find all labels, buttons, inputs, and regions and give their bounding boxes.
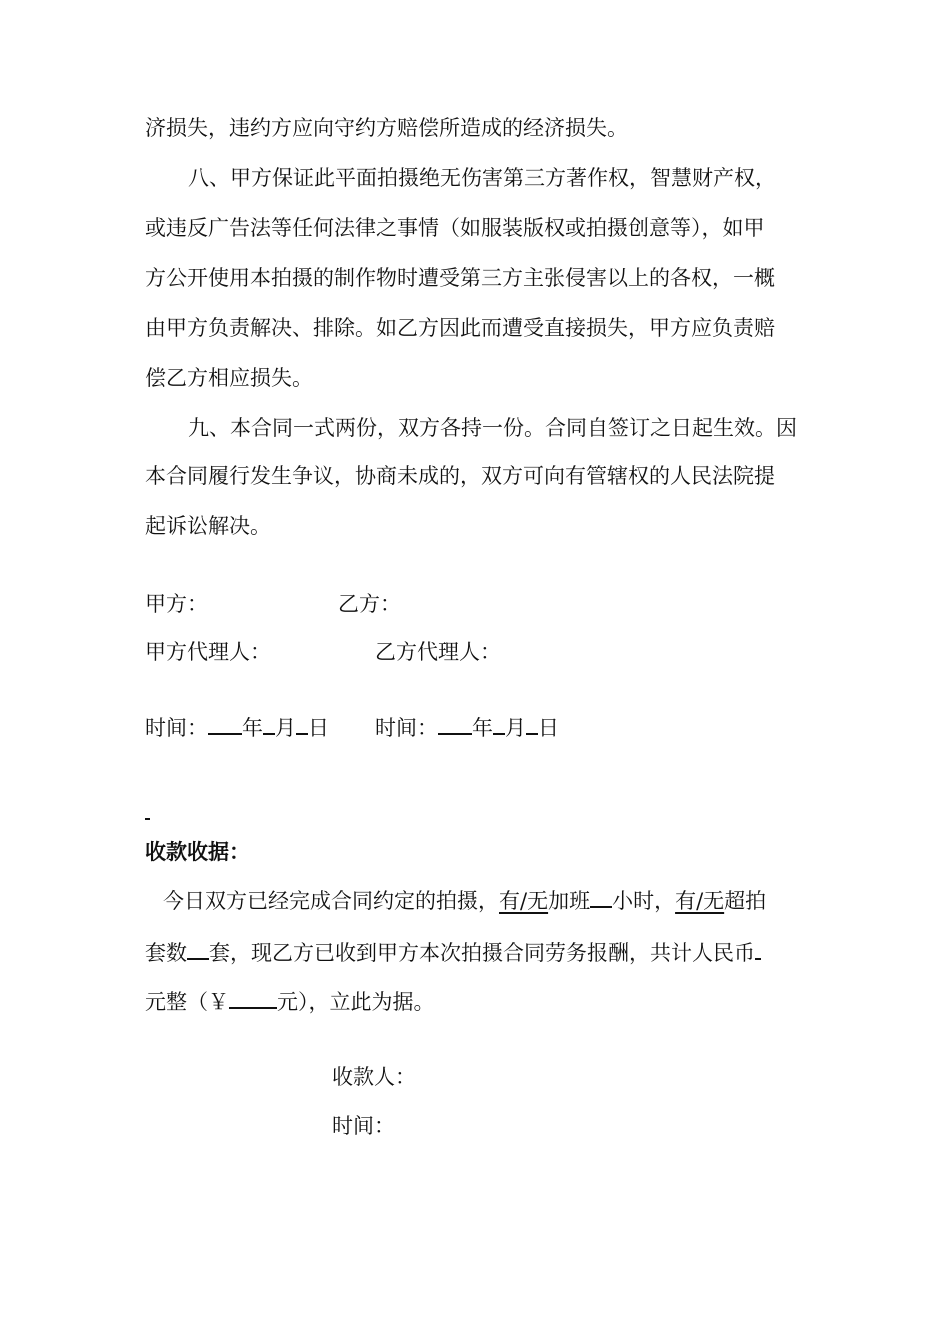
blank-line	[755, 938, 761, 960]
overtime-option: 有/无	[499, 889, 549, 913]
receipt-text: 套，现乙方已收到甲方本次拍摄合同劳务报酬，共计人民币	[209, 941, 755, 965]
year-label: 年	[472, 716, 493, 740]
time-label: 时间：	[145, 716, 208, 740]
clause-9-line: 九、本合同一式两份，双方各持一份。合同自签订之日起生效。因	[188, 416, 797, 440]
receipt-line	[145, 987, 435, 1016]
blank-line	[187, 938, 209, 960]
blank-line	[208, 713, 242, 735]
clause-9-line: 本合同履行发生争议，协商未成的，双方可向有管辖权的人民法院提	[145, 464, 775, 488]
blank-line	[438, 713, 472, 735]
blank-line	[590, 886, 612, 908]
clause-8-line: 由甲方负责解决、排除。如乙方因此而遭受直接损失，甲方应负责赔	[145, 316, 775, 340]
clause-8-line: 或违反广告法等任何法律之事情（如服装版权或拍摄创意等），如甲	[145, 216, 765, 240]
receipt-text: 加班	[548, 889, 591, 913]
receipt-title: 收款收据：	[145, 839, 250, 864]
agent-b-label: 乙方代理人：	[375, 640, 501, 664]
day-label: 日	[538, 716, 559, 740]
payee-label: 收款人：	[332, 1065, 416, 1089]
date-line-a	[145, 713, 329, 742]
receipt-text: 超拍	[724, 889, 767, 913]
blank-line	[493, 713, 505, 735]
blank-line	[229, 987, 277, 1009]
separator-mark	[145, 818, 150, 820]
clause-8-line: 八、甲方保证此平面拍摄绝无伤害第三方著作权，智慧财产权，	[188, 166, 776, 190]
blank-line	[526, 713, 538, 735]
clause-9-line: 起诉讼解决。	[145, 514, 271, 538]
receipt-time-label: 时间：	[332, 1114, 395, 1138]
contract-line: 济损失，违约方应向守约方赔偿所造成的经济损失。	[145, 116, 628, 140]
blank-line	[296, 713, 308, 735]
agent-a-label: 甲方代理人：	[145, 640, 271, 664]
day-label: 日	[308, 716, 329, 740]
month-label: 月	[505, 716, 526, 740]
receipt-text: 小时，	[612, 889, 676, 913]
receipt-text: 元），立此为据。	[277, 990, 435, 1014]
month-label: 月	[275, 716, 296, 740]
party-b-label: 乙方：	[338, 592, 401, 616]
receipt-text: 套数	[145, 941, 187, 965]
clause-8-line: 偿乙方相应损失。	[145, 366, 313, 390]
receipt-text: 今日双方已经完成合同约定的拍摄，	[163, 889, 499, 913]
blank-line	[263, 713, 275, 735]
date-line-b	[375, 713, 559, 742]
clause-8-line: 方公开使用本拍摄的制作物时遭受第三方主张侵害以上的各权，一概	[145, 266, 775, 290]
receipt-line	[163, 886, 766, 915]
receipt-line	[145, 938, 761, 967]
extra-shots-option: 有/无	[675, 889, 725, 913]
party-a-label: 甲方：	[145, 592, 208, 616]
receipt-text: 元整（￥	[145, 990, 229, 1014]
year-label: 年	[242, 716, 263, 740]
time-label: 时间：	[375, 716, 438, 740]
